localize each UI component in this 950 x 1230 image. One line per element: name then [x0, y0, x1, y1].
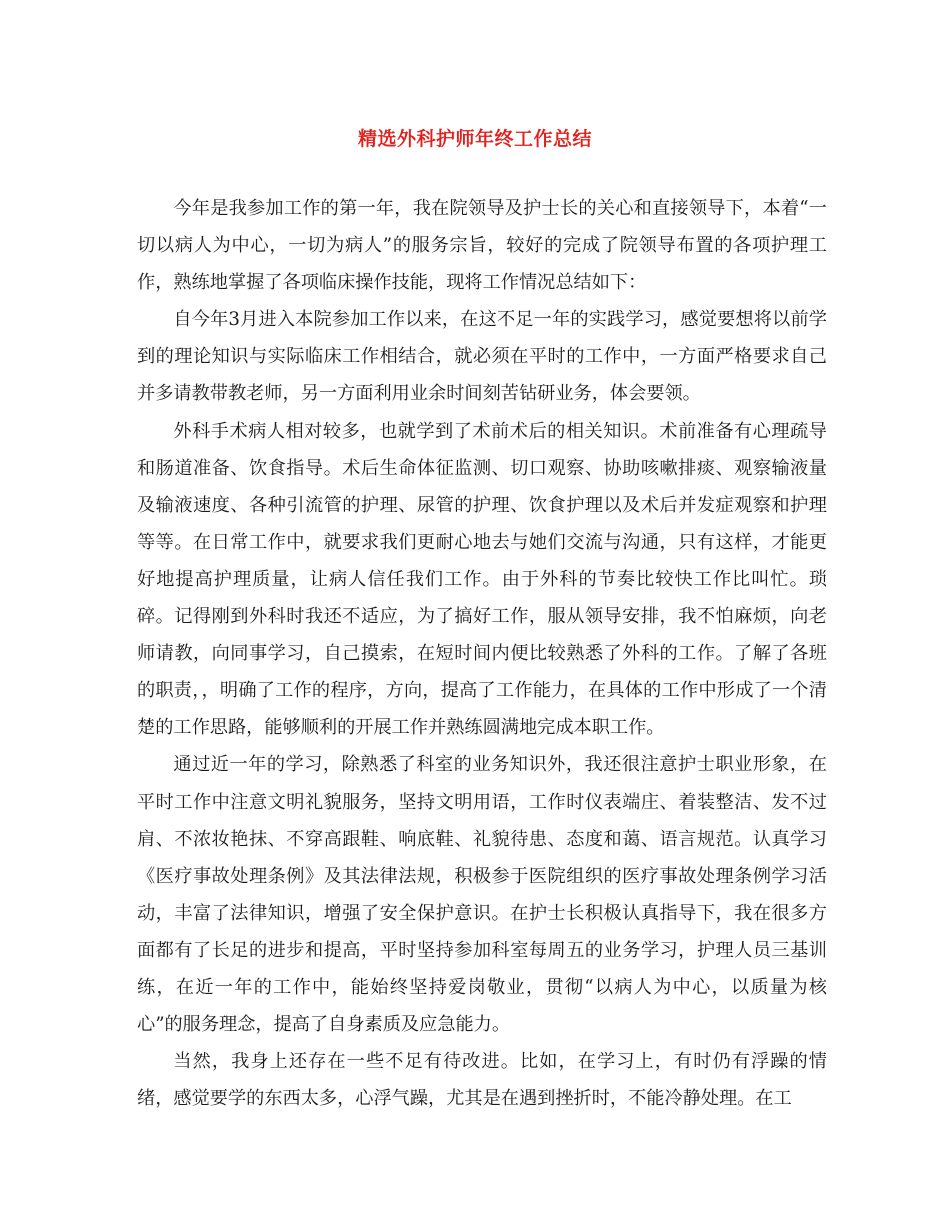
paragraph-professional-image: 通过近一年的学习，除熟悉了科室的业务知识外，我还很注意护士职业形象，在平时工作中注意文明礼貌服务，坚持文明用语，工作时仪表端庄、着装整洁、发不过肩、不浓妆艳抹、不穿高跟鞋、响底鞋、礼貌待患、态度和蔼、语言规范。认真学习《医疗事故处理条例》及其法律法规，积极参于医院组织的医疗事故处理条例学习活动，丰富了法律知识，增强了安全保护意识。在护士长积极认真指导下，我在很多方面都有了长足的进步和提高，平时坚持参加科室每周五的业务学习，护理人员三基训练，在近一年的工作中，能始终坚持爱岗敬业，贯彻“以病人为中心，以质量为核心”的服务理念，提高了自身素质及应急能力。: [137, 754, 827, 1036]
document-title: 精选外科护师年终工作总结: [357, 128, 592, 150]
document-body: [137, 190, 827, 1117]
paragraph-start-work: 自今年3月进入本院参加工作以来，在这不足一年的实践学习，感觉要想将以前学到的理论知识与实际临床工作相结合，就必须在平时的工作中，一方面严格要求自己并多请教带教老师，另一方面利用业余时间刻苦钻研业务，体会要领。: [137, 309, 827, 405]
paragraph-shortcomings: 当然，我身上还存在一些不足有待改进。比如，在学习上，有时仍有浮躁的情绪，感觉要学的东西太多，心浮气躁，尤其是在遇到挫折时，不能冷静处理。在工: [137, 1051, 827, 1110]
paragraph-intro: 今年是我参加工作的第一年，我在院领导及护士长的关心和直接领导下，本着“一切以病人为中心，一切为病人”的服务宗旨，较好的完成了院领导布置的各项护理工作，熟练地掌握了各项临床操作技能，现将工作情况总结如下：: [137, 198, 827, 294]
paragraph-surgical-care: 外科手术病人相对较多，也就学到了术前术后的相关知识。术前准备有心理疏导和肠道准备、饮食指导。术后生命体征监测、切口观察、协助咳嗽排痰、观察输液量及输液速度、各种引流管的护理、尿管的护理、饮食护理以及术后并发症观察和护理等等。在日常工作中，就要求我们更耐心地去与她们交流与沟通，只有这样，才能更好地提高护理质量，让病人信任我们工作。由于外科的节奏比较快工作比叫忙。琐碎。记得刚到外科时我还不适应，为了搞好工作，服从领导安排，我不怕麻烦，向老师请教，向同事学习，自己摸索，在短时间内便比较熟悉了外科的工作。了解了各班的职责，，明确了工作的程序，方向，提高了工作能力，在具体的工作中形成了一个清楚的工作思路，能够顺利的开展工作并熟练圆满地完成本职工作。: [137, 420, 827, 739]
